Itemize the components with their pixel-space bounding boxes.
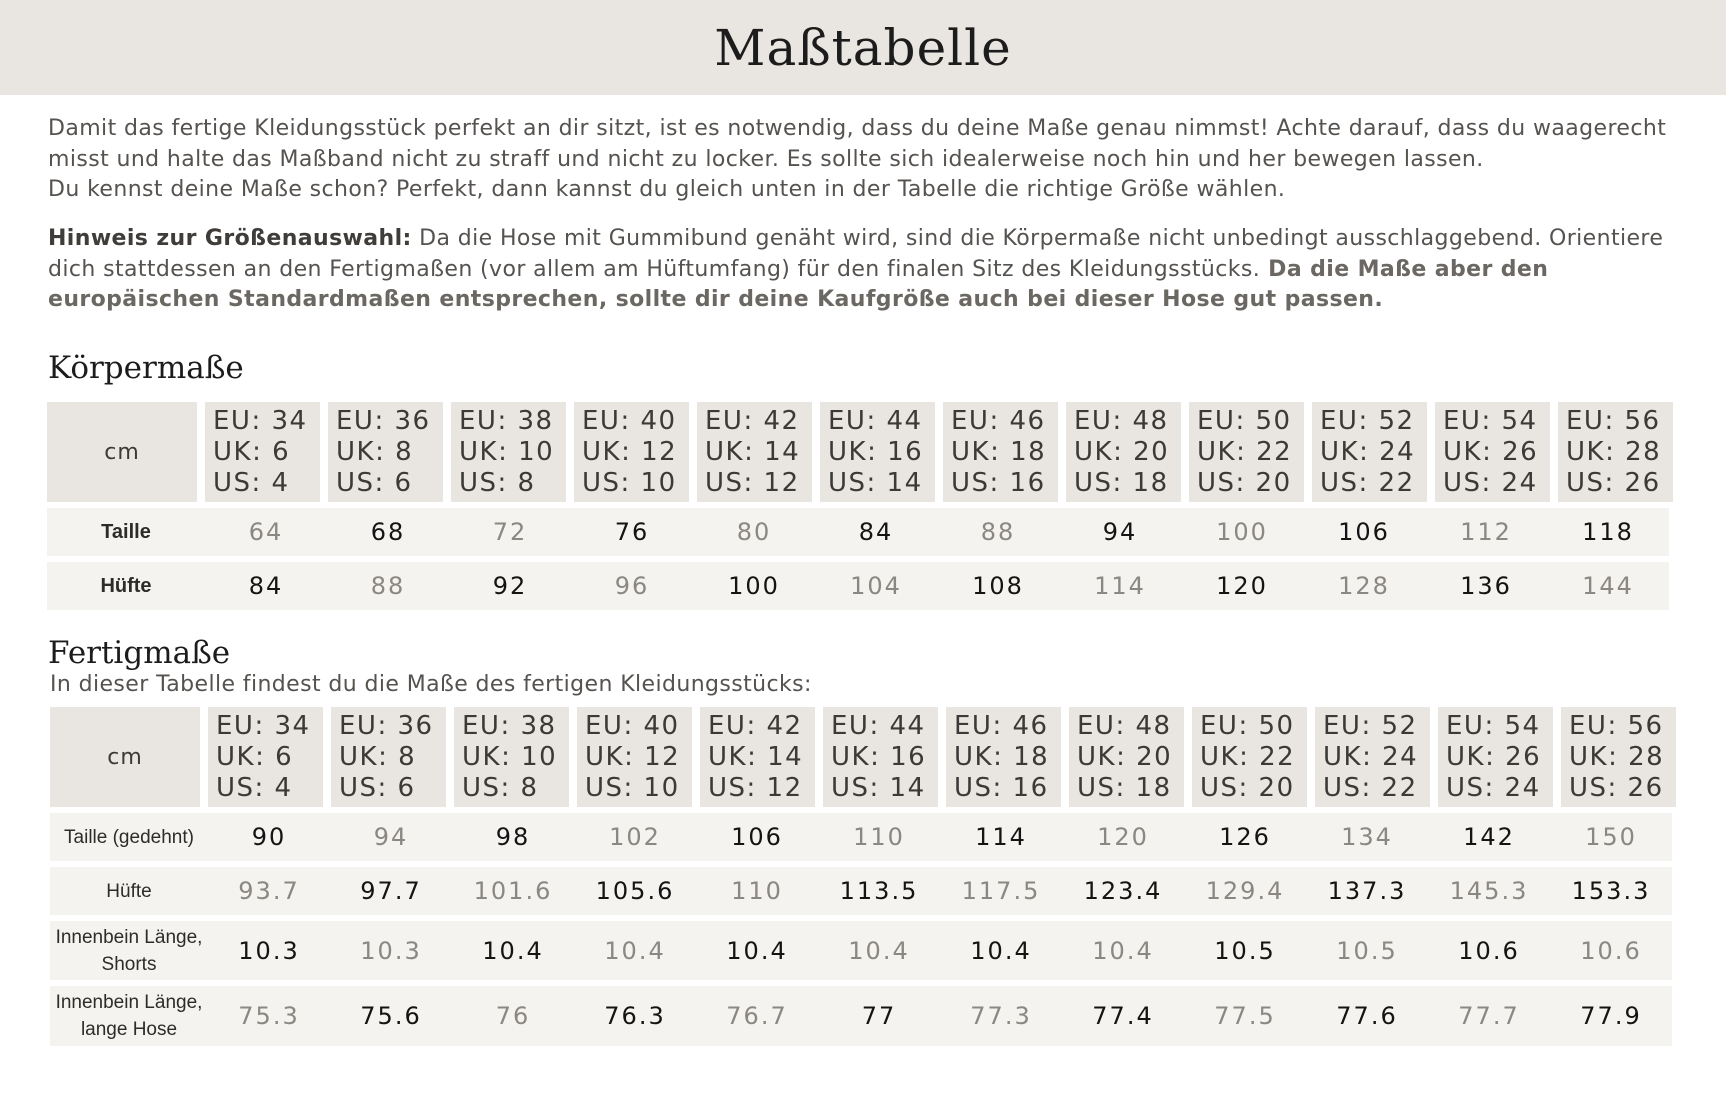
- size-uk: UK: 22: [1200, 742, 1296, 772]
- hint-emphasis: europäischen Standardmaßen entsprechen, sollte dir deine Kaufgröße auch bei dieser Hose gut passen.: [48, 287, 1384, 312]
- size-us: US: 6: [339, 773, 416, 803]
- page-title: Maßtabelle: [714, 18, 1012, 77]
- hint-text: dich stattdessen an den Fertigmaßen (vor allem am Hüftumfang) für den finalen Sitz des Kleidungsstücks.: [48, 256, 1261, 282]
- size-us: US: 6: [336, 468, 413, 498]
- size-eu: EU: 34: [213, 406, 308, 436]
- size-header-cell: [577, 707, 692, 807]
- size-eu: EU: 54: [1446, 711, 1541, 741]
- size-uk: UK: 16: [831, 742, 927, 772]
- size-us: US: 12: [705, 468, 800, 498]
- value-cell: 134: [1341, 823, 1393, 851]
- size-us: US: 22: [1323, 773, 1418, 803]
- size-us: US: 14: [831, 773, 926, 803]
- size-header-cell: [946, 707, 1061, 807]
- size-eu: EU: 54: [1443, 406, 1538, 436]
- size-eu: EU: 36: [339, 711, 434, 741]
- size-us: US: 20: [1197, 468, 1292, 498]
- size-uk: UK: 10: [459, 437, 555, 467]
- size-header-cell: [1069, 707, 1184, 807]
- value-cell: 77: [861, 1002, 897, 1030]
- row-label-line: Hüfte: [106, 880, 152, 902]
- value-cell: 77.7: [1458, 1002, 1520, 1030]
- size-us: US: 20: [1200, 773, 1295, 803]
- size-eu: EU: 42: [708, 711, 803, 741]
- size-header-cell: [1315, 707, 1430, 807]
- value-cell: 10.4: [848, 936, 910, 965]
- intro-text: [48, 114, 1688, 206]
- value-cell: 80: [736, 518, 772, 546]
- size-header-cell: [1558, 402, 1673, 502]
- value-cell: 10.3: [238, 936, 300, 965]
- value-cell: 77.4: [1092, 1002, 1154, 1030]
- value-cell: 108: [972, 572, 1024, 600]
- size-eu: EU: 40: [582, 406, 677, 436]
- size-eu: EU: 34: [216, 711, 311, 741]
- table-header-row: [47, 402, 1673, 502]
- size-us: US: 12: [708, 773, 803, 803]
- value-cell: 106: [731, 823, 783, 851]
- size-eu: EU: 40: [585, 711, 680, 741]
- row-label-line: Shorts: [101, 953, 157, 975]
- size-uk: UK: 22: [1197, 437, 1293, 467]
- size-us: US: 24: [1446, 773, 1541, 803]
- finished-measurements-table: [50, 707, 1676, 1046]
- size-uk: UK: 12: [585, 742, 681, 772]
- value-cell: 77.9: [1580, 1002, 1642, 1030]
- size-eu: EU: 52: [1323, 711, 1418, 741]
- size-us: US: 22: [1320, 468, 1415, 498]
- value-cell: 10.6: [1580, 936, 1642, 965]
- value-cell: 98: [495, 823, 531, 851]
- size-uk: UK: 6: [213, 437, 291, 467]
- intro-line: Du kennst deine Maße schon? Perfekt, dann kannst du gleich unten in der Tabelle die richtige Größe wählen.: [48, 177, 1286, 202]
- size-header-cell: [1192, 707, 1307, 807]
- hint-emphasis: Da die Maße aber den: [1260, 256, 1549, 282]
- size-uk: UK: 14: [708, 742, 804, 772]
- value-cell: 64: [248, 518, 284, 546]
- value-cell: 142: [1463, 823, 1515, 851]
- size-header-cell: [574, 402, 689, 502]
- size-us: US: 4: [213, 468, 290, 498]
- value-cell: 112: [1460, 518, 1512, 546]
- value-cell: 120: [1097, 823, 1149, 851]
- value-cell: 10.4: [604, 936, 666, 965]
- size-eu: EU: 48: [1077, 711, 1172, 741]
- value-cell: 150: [1585, 823, 1637, 851]
- title-banner: [0, 0, 1726, 95]
- size-hint: [48, 224, 1688, 316]
- value-cell: 10.6: [1458, 936, 1520, 965]
- size-eu: EU: 44: [828, 406, 923, 436]
- size-uk: UK: 8: [336, 437, 414, 467]
- size-header-cell: [823, 707, 938, 807]
- value-cell: 93.7: [238, 877, 300, 905]
- size-eu: EU: 50: [1200, 711, 1295, 741]
- size-us: US: 26: [1569, 773, 1664, 803]
- size-header-cell: [451, 402, 566, 502]
- row-label: Taille: [101, 520, 151, 543]
- size-header-cell: [700, 707, 815, 807]
- value-cell: 144: [1582, 572, 1634, 600]
- value-cell: 94: [373, 823, 409, 851]
- size-uk: UK: 16: [828, 437, 924, 467]
- size-eu: EU: 44: [831, 711, 926, 741]
- value-cell: 10.4: [1092, 936, 1154, 965]
- row-label: Hüfte: [100, 574, 152, 597]
- size-uk: UK: 26: [1443, 437, 1539, 467]
- value-cell: 118: [1582, 518, 1634, 546]
- size-eu: EU: 52: [1320, 406, 1415, 436]
- size-header-cell: [328, 402, 443, 502]
- size-header-cell: [820, 402, 935, 502]
- size-uk: UK: 8: [339, 742, 417, 772]
- value-cell: 10.5: [1214, 936, 1276, 965]
- value-cell: 76.3: [604, 1002, 666, 1030]
- value-cell: 76.7: [726, 1002, 788, 1030]
- size-uk: UK: 18: [954, 742, 1050, 772]
- hint-text: Da die Hose mit Gummibund genäht wird, sind die Körpermaße nicht unbedingt ausschlaggebend. Orientiere: [411, 226, 1664, 251]
- value-cell: 117.5: [961, 877, 1041, 905]
- value-cell: 94: [1102, 518, 1138, 546]
- value-cell: 120: [1216, 572, 1268, 600]
- value-cell: 113.5: [839, 877, 919, 905]
- size-header-cell: [1561, 707, 1676, 807]
- table-row: [50, 813, 1672, 861]
- value-cell: 10.3: [360, 936, 422, 965]
- table-row: [47, 562, 1669, 610]
- size-eu: EU: 56: [1569, 711, 1664, 741]
- size-header-cell: [205, 402, 320, 502]
- size-eu: EU: 38: [459, 406, 554, 436]
- row-label: [50, 813, 208, 861]
- value-cell: 72: [492, 518, 528, 546]
- size-header-cell: [1312, 402, 1427, 502]
- unit-header-cell: cm: [47, 402, 197, 502]
- size-us: US: 18: [1074, 468, 1169, 498]
- intro-line: misst und halte das Maßband nicht zu straff und nicht zu locker. Es sollte sich idealerweise noch hin und her bewegen lassen.: [48, 146, 1484, 172]
- size-us: US: 10: [582, 468, 677, 498]
- value-cell: 102: [609, 823, 661, 851]
- value-cell: 10.5: [1336, 936, 1398, 965]
- value-cell: 136: [1460, 572, 1512, 600]
- value-cell: 114: [975, 823, 1027, 851]
- value-cell: 123.4: [1083, 877, 1163, 905]
- size-us: US: 24: [1443, 468, 1538, 498]
- value-cell: 101.6: [473, 877, 553, 905]
- size-eu: EU: 46: [951, 406, 1046, 436]
- value-cell: 76: [614, 518, 650, 546]
- size-uk: UK: 6: [216, 742, 294, 772]
- size-us: US: 8: [462, 773, 539, 803]
- size-header-cell: [1066, 402, 1181, 502]
- table-row: [50, 986, 1672, 1046]
- row-label: [50, 921, 208, 980]
- value-cell: 84: [858, 518, 894, 546]
- hint-label: Hinweis zur Größenauswahl:: [48, 226, 412, 251]
- value-cell: 97.7: [360, 877, 422, 905]
- size-us: US: 8: [459, 468, 536, 498]
- size-us: US: 10: [585, 773, 680, 803]
- value-cell: 96: [614, 572, 650, 600]
- value-cell: 88: [370, 572, 406, 600]
- size-us: US: 4: [216, 773, 293, 803]
- row-label-line: lange Hose: [80, 1019, 178, 1040]
- row-label-line: Innenbein Länge,: [55, 992, 203, 1013]
- value-cell: 104: [850, 572, 902, 600]
- value-cell: 128: [1338, 572, 1390, 600]
- value-cell: 92: [492, 572, 528, 600]
- value-cell: 129.4: [1205, 877, 1285, 905]
- size-us: US: 16: [951, 468, 1046, 498]
- table-row: [50, 921, 1672, 980]
- body-measurements-title: Körpermaße: [48, 350, 244, 386]
- size-uk: UK: 26: [1446, 742, 1542, 772]
- value-cell: 106: [1338, 518, 1390, 546]
- value-cell: 75.3: [238, 1002, 300, 1030]
- size-uk: UK: 24: [1323, 742, 1419, 772]
- value-cell: 10.4: [482, 936, 544, 965]
- value-cell: 110: [731, 877, 783, 905]
- body-measurements-table: [47, 402, 1673, 610]
- size-header-cell: [454, 707, 569, 807]
- size-header-cell: [1189, 402, 1304, 502]
- value-cell: 88: [980, 518, 1016, 546]
- size-header-cell: [1438, 707, 1553, 807]
- value-cell: 84: [248, 572, 284, 600]
- value-cell: 77.3: [970, 1002, 1032, 1030]
- table-header-row: [50, 707, 1676, 807]
- value-cell: 100: [1216, 518, 1268, 546]
- value-cell: 77.5: [1214, 1002, 1276, 1030]
- table-row: [50, 867, 1672, 915]
- size-uk: UK: 18: [951, 437, 1047, 467]
- size-eu: EU: 50: [1197, 406, 1292, 436]
- size-uk: UK: 24: [1320, 437, 1416, 467]
- value-cell: 110: [853, 823, 905, 851]
- finished-measurements-title: Fertigmaße: [48, 635, 231, 671]
- value-cell: 153.3: [1571, 877, 1651, 905]
- value-cell: 76: [495, 1002, 531, 1030]
- size-eu: EU: 56: [1566, 406, 1661, 436]
- size-us: US: 18: [1077, 773, 1172, 803]
- size-header-cell: [943, 402, 1058, 502]
- value-cell: 100: [728, 572, 780, 600]
- unit-header-cell: cm: [50, 707, 200, 807]
- value-cell: 137.3: [1327, 877, 1407, 905]
- value-cell: 145.3: [1449, 877, 1529, 905]
- size-eu: EU: 46: [954, 711, 1049, 741]
- intro-line: Damit das fertige Kleidungsstück perfekt an dir sitzt, ist es notwendig, dass du deine Maße genau nimmst! Achte darauf, dass du waagerecht: [48, 116, 1667, 141]
- size-uk: UK: 10: [462, 742, 558, 772]
- value-cell: 75.6: [360, 1002, 422, 1030]
- row-label-line: Taille (gedehnt): [64, 826, 194, 848]
- size-header-cell: [1435, 402, 1550, 502]
- size-header-cell: [208, 707, 323, 807]
- row-label: [50, 986, 208, 1046]
- size-us: US: 26: [1566, 468, 1661, 498]
- value-cell: 105.6: [595, 877, 675, 905]
- value-cell: 10.4: [726, 936, 788, 965]
- value-cell: 68: [370, 518, 406, 546]
- value-cell: 126: [1219, 823, 1271, 851]
- value-cell: 77.6: [1336, 1002, 1398, 1030]
- table-row: [47, 508, 1669, 556]
- row-label-line: Innenbein Länge,: [55, 926, 203, 948]
- size-eu: EU: 38: [462, 711, 557, 741]
- size-uk: UK: 20: [1077, 742, 1173, 772]
- value-cell: 90: [251, 823, 287, 851]
- size-uk: UK: 28: [1566, 437, 1662, 467]
- size-eu: EU: 48: [1074, 406, 1169, 436]
- size-header-cell: [697, 402, 812, 502]
- size-eu: EU: 42: [705, 406, 800, 436]
- size-uk: UK: 12: [582, 437, 678, 467]
- size-us: US: 14: [828, 468, 923, 498]
- finished-measurements-subtitle: In dieser Tabelle findest du die Maße des fertigen Kleidungsstücks:: [50, 672, 812, 697]
- size-eu: EU: 36: [336, 406, 431, 436]
- row-label: [50, 867, 208, 915]
- size-uk: UK: 28: [1569, 742, 1665, 772]
- value-cell: 114: [1094, 572, 1146, 600]
- size-header-cell: [331, 707, 446, 807]
- size-uk: UK: 20: [1074, 437, 1170, 467]
- size-uk: UK: 14: [705, 437, 801, 467]
- value-cell: 10.4: [970, 936, 1032, 965]
- size-us: US: 16: [954, 773, 1049, 803]
